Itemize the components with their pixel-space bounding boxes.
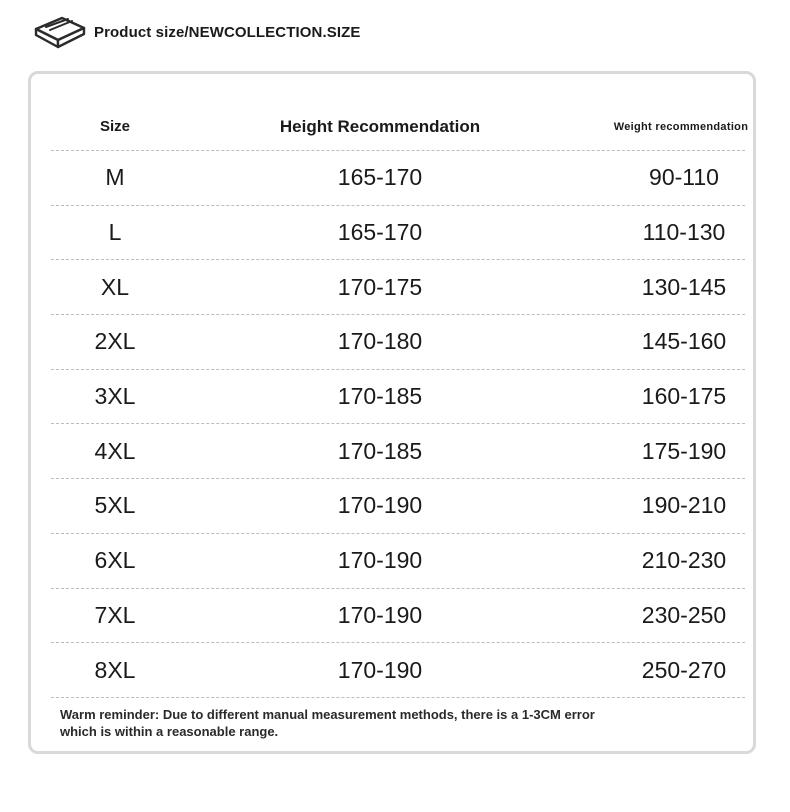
height-cell: 170-175 [337,273,423,300]
size-cell: XL [100,273,130,300]
weight-cell: 130-145 [641,273,727,300]
height-cell: 165-170 [337,164,423,191]
table-body [51,151,745,698]
box-icon [32,14,88,50]
size-cell: 4XL [94,437,136,464]
weight-cell: 110-130 [642,219,726,246]
weight-cell: 250-270 [641,656,727,683]
note-line-1: Warm reminder: Due to different manual measurement methods, there is a 1-3CM error [60,707,595,722]
height-cell: 165-170 [337,219,423,246]
size-cell: L [108,219,122,246]
size-cell: 7XL [94,601,136,628]
size-cell: M [105,164,125,191]
size-cell: 2XL [94,328,136,355]
height-cell: 170-190 [337,547,423,574]
table-row [51,151,745,206]
size-table [51,103,749,698]
table-header-row [51,103,749,151]
note-line-2: which is within a reasonable range. [60,724,279,739]
height-cell: 170-180 [337,328,423,355]
weight-cell: 160-175 [641,383,727,410]
weight-cell: 230-250 [641,601,727,628]
table-row [51,206,745,261]
column-header-height: Height Recommendation [279,116,481,136]
size-cell: 3XL [94,383,136,410]
column-header-weight: Weight recommendation [613,120,749,133]
weight-cell: 190-210 [641,492,727,519]
table-row [51,260,745,315]
page-title: Product size/NEWCOLLECTION.SIZE [94,23,361,41]
height-cell: 170-190 [337,601,423,628]
warm-reminder-note [60,706,720,740]
column-header-size: Size [99,118,130,135]
size-cell: 6XL [94,547,136,574]
table-row [51,370,745,425]
table-row [51,534,745,589]
size-chart-card [28,71,756,754]
table-row [51,643,745,698]
weight-cell: 145-160 [641,328,727,355]
weight-cell: 90-110 [649,164,719,191]
size-cell: 5XL [94,492,136,519]
weight-cell: 175-190 [641,437,727,464]
table-row [51,315,745,370]
page-header [32,14,360,50]
height-cell: 170-190 [337,492,423,519]
size-cell: 8XL [94,656,136,683]
height-cell: 170-185 [337,437,423,464]
height-cell: 170-190 [337,656,423,683]
height-cell: 170-185 [337,383,423,410]
table-row [51,589,745,644]
weight-cell: 210-230 [641,547,727,574]
table-row [51,424,745,479]
table-row [51,479,745,534]
